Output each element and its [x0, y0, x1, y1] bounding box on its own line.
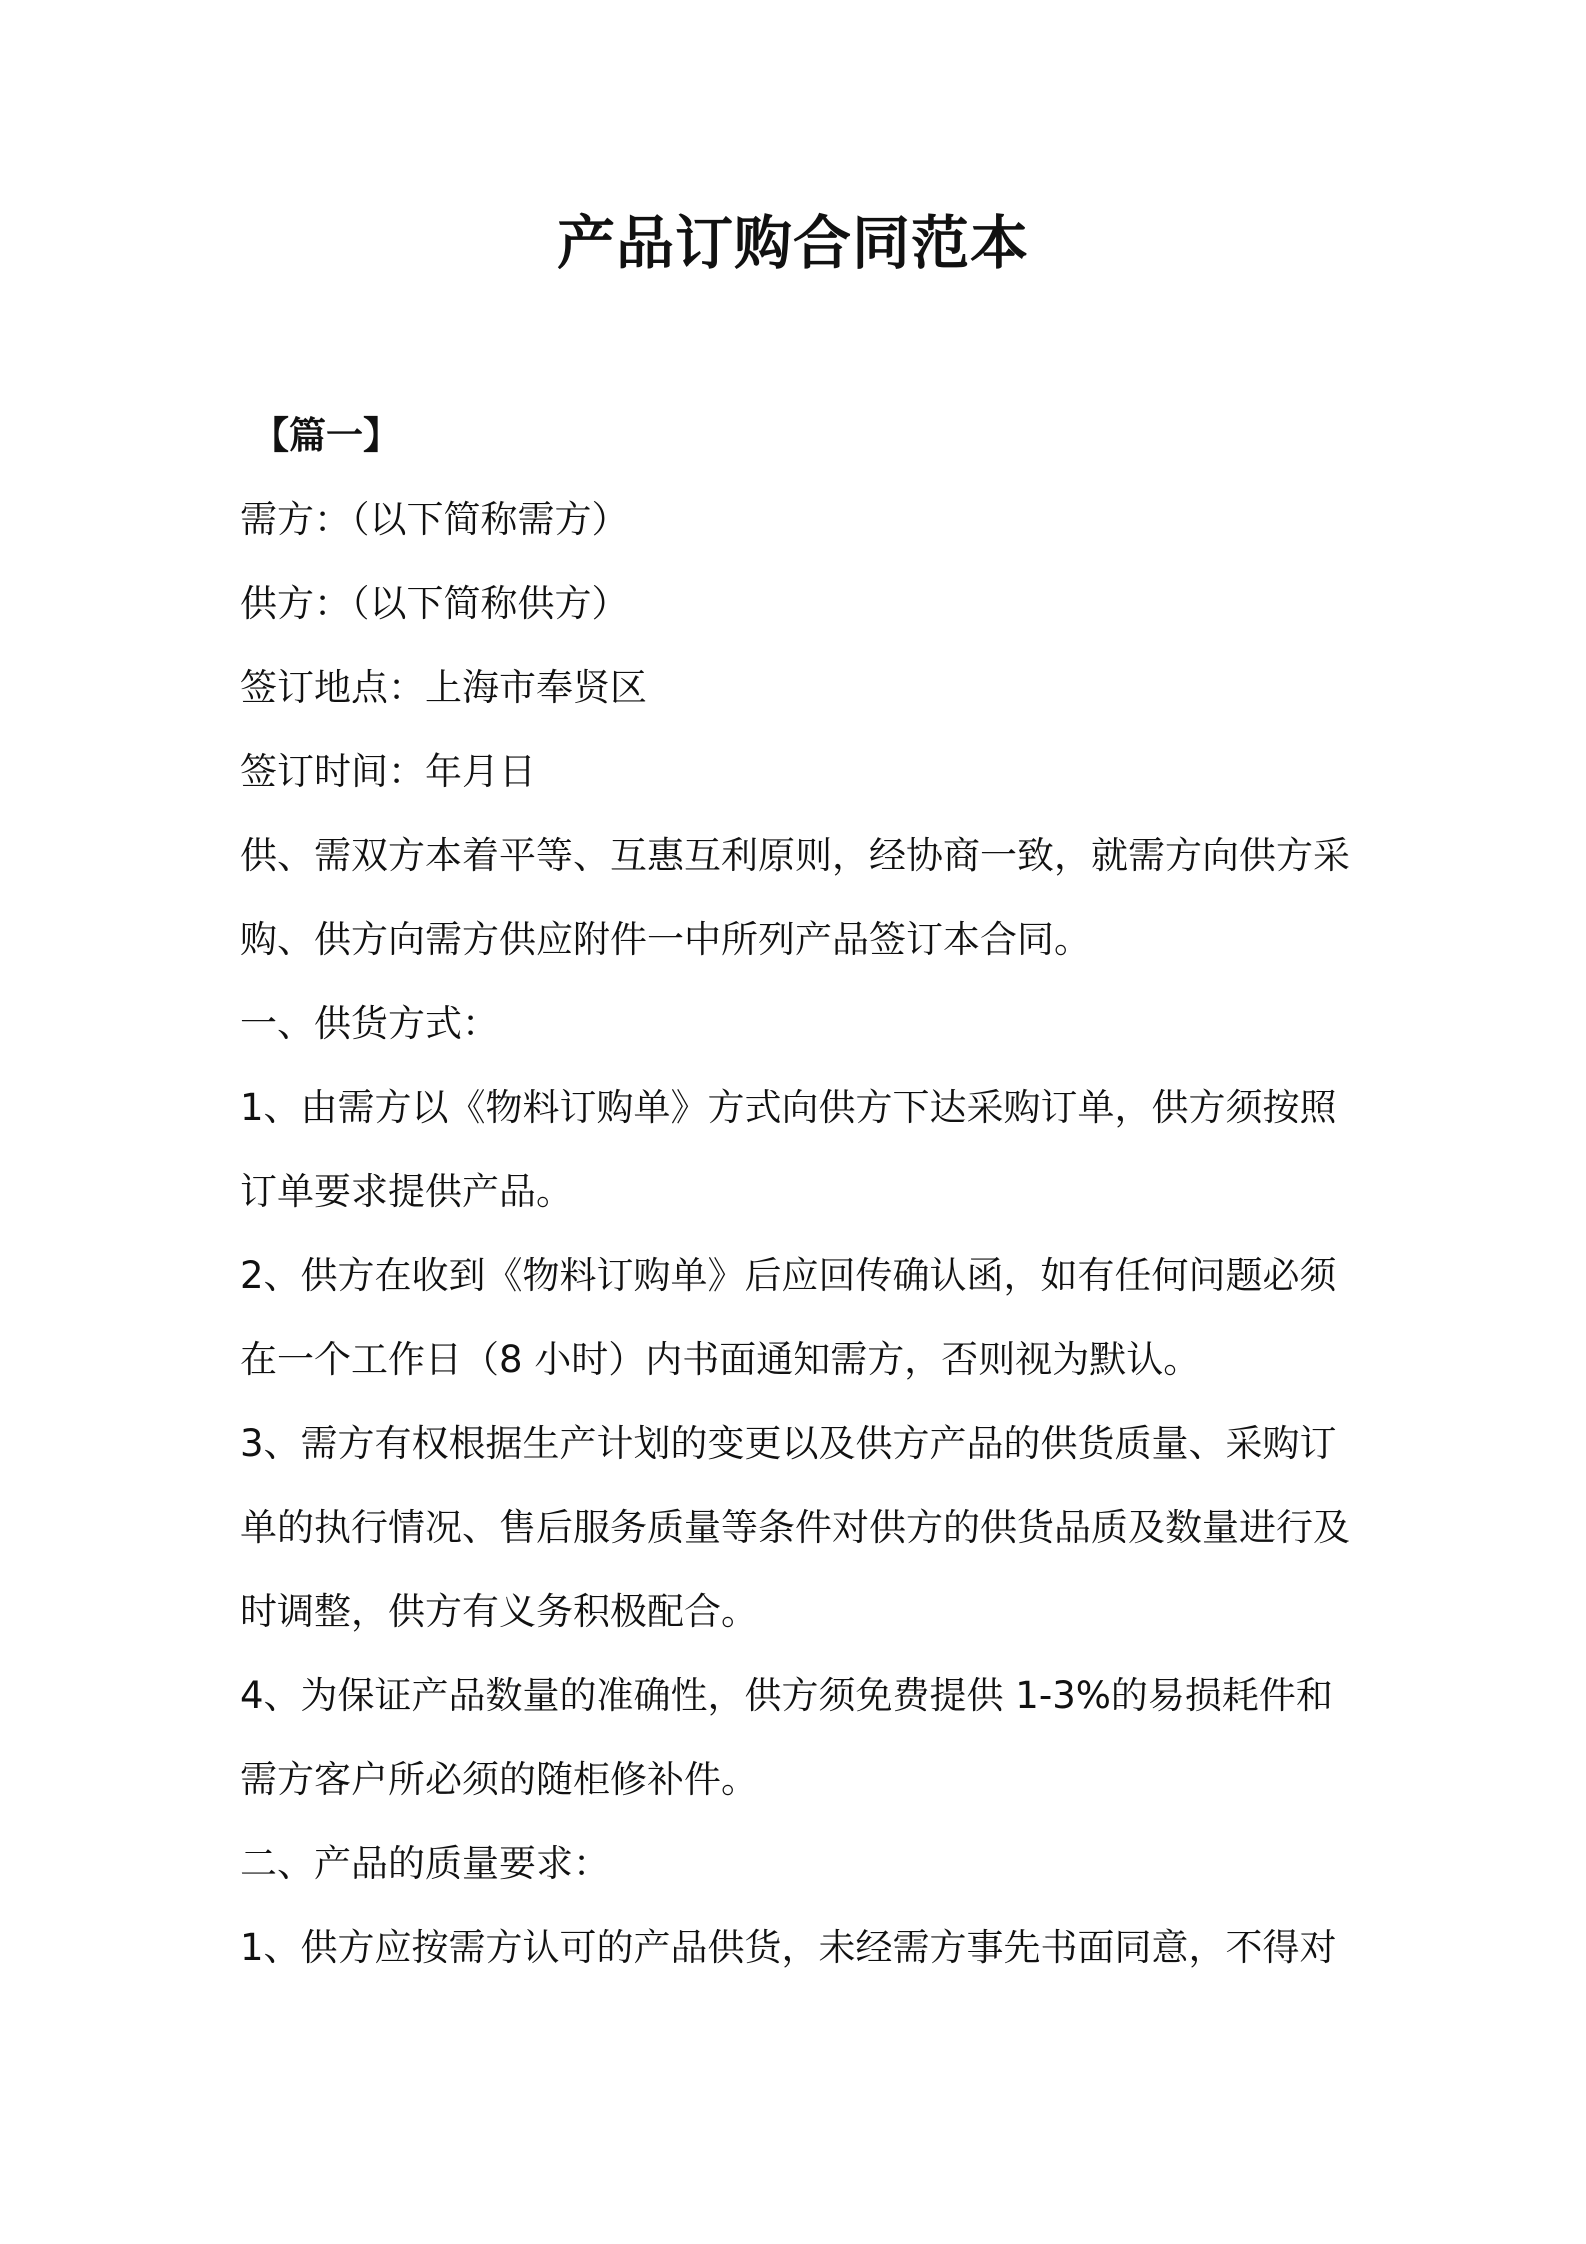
clause-4-line-1: 4、为保证产品数量的准确性，供方须免费提供 1-3%的易损耗件和	[240, 1674, 1333, 1717]
section-heading-quality: 二、产品的质量要求：	[240, 1842, 610, 1885]
clause-3-line-2: 单的执行情况、售后服务质量等条件对供方的供货品质及数量进行及	[240, 1506, 1350, 1549]
signing-location-line: 签订地点：上海市奉贤区	[240, 666, 647, 709]
clause-3-line-1: 3、需方有权根据生产计划的变更以及供方产品的供货质量、采购订	[240, 1422, 1337, 1465]
document-title: 产品订购合同范本	[556, 209, 1029, 277]
clause-1-line-1: 1、由需方以《物料订购单》方式向供方下达采购订单，供方须按照	[240, 1086, 1337, 1129]
clause-2-line-2: 在一个工作日（8 小时）内书面通知需方，否则视为默认。	[240, 1338, 1201, 1381]
section-label: 【篇一】	[252, 414, 400, 457]
intro-paragraph-line-1: 供、需双方本着平等、互惠互利原则，经协商一致，就需方向供方采	[240, 834, 1350, 877]
clause-1-line-2: 订单要求提供产品。	[240, 1170, 573, 1213]
clause-3-line-3: 时调整，供方有义务积极配合。	[240, 1590, 758, 1633]
section-heading-supply-method: 一、供货方式：	[240, 1002, 499, 1045]
supplier-line: 供方：（以下简称供方）	[240, 582, 629, 625]
clause-4-line-2: 需方客户所必须的随柜修补件。	[240, 1758, 758, 1801]
quality-clause-1-line-1: 1、供方应按需方认可的产品供货，未经需方事先书面同意，不得对	[240, 1926, 1337, 1969]
intro-paragraph-line-2: 购、供方向需方供应附件一中所列产品签订本合同。	[240, 918, 1091, 961]
clause-2-line-1: 2、供方在收到《物料订购单》后应回传确认函，如有任何问题必须	[240, 1254, 1337, 1297]
signing-date-line: 签订时间：年月日	[240, 750, 536, 793]
buyer-line: 需方：（以下简称需方）	[240, 498, 629, 541]
